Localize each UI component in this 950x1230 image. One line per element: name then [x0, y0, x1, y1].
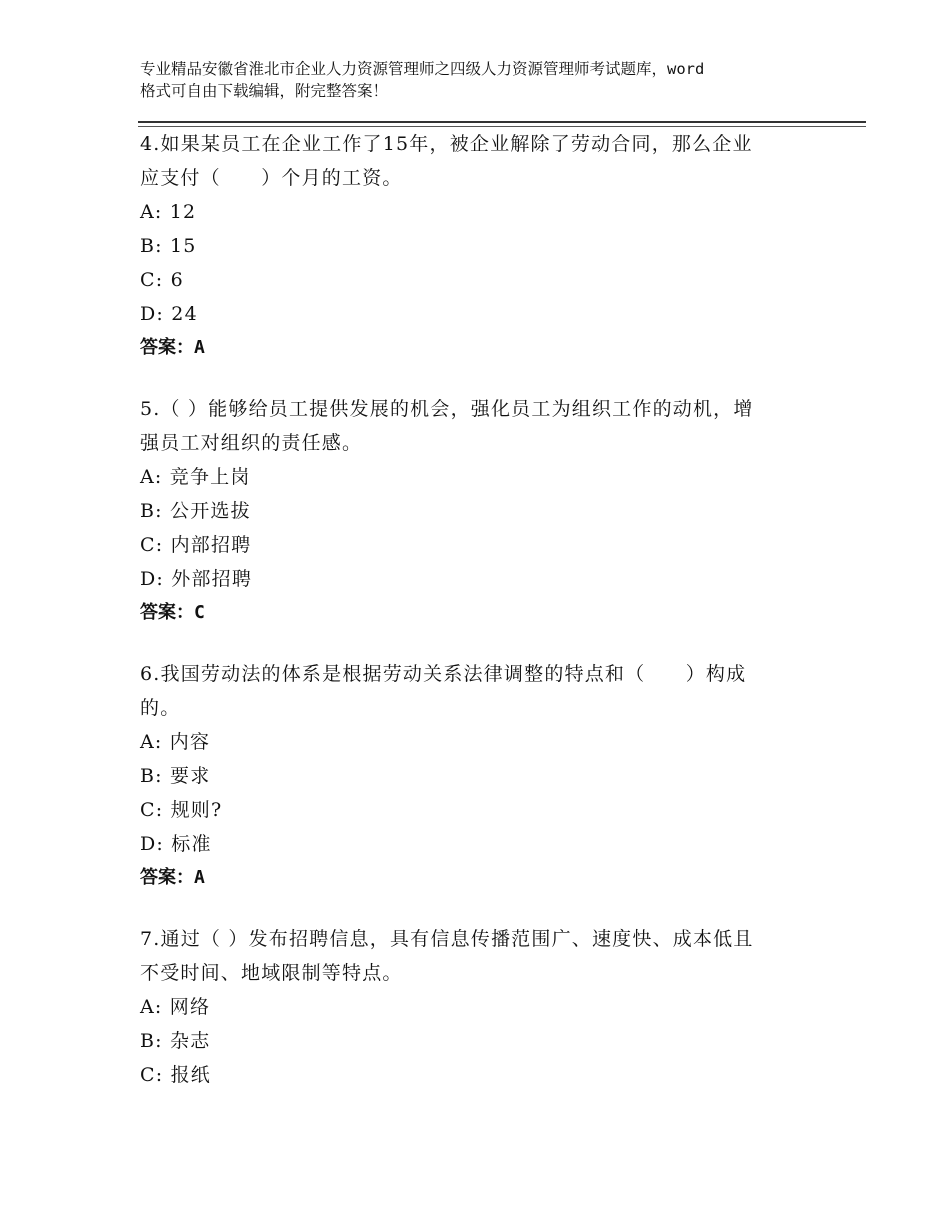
question-stem-line-2: 强员工对组织的责任感。: [140, 432, 363, 454]
header-title-line-2: 格式可自由下载编辑，附完整答案！: [140, 82, 389, 100]
question-stem-line-2: 的。: [140, 697, 181, 719]
question-5: [140, 392, 820, 630]
header-title-line-1: 专业精品安徽省淮北市企业人力资源管理师之四级人力资源管理师考试题库，word: [140, 60, 705, 78]
option-b: B: 要求: [140, 765, 211, 787]
answer-label: 答案：A: [140, 337, 205, 358]
question-stem-line-1: 6.我国劳动法的体系是根据劳动关系法律调整的特点和（ ）构成: [140, 663, 747, 685]
option-c: C: 报纸: [140, 1064, 211, 1086]
answer-label: 答案：A: [140, 867, 205, 888]
question-stem-line-1: 4.如果某员工在企业工作了15年，被企业解除了劳动合同，那么企业: [140, 133, 753, 155]
document-header: [140, 58, 830, 102]
question-4: [140, 127, 820, 365]
option-d: D: 24: [140, 303, 198, 325]
option-a: A: 竞争上岗: [140, 466, 251, 488]
option-b: B: 15: [140, 235, 197, 257]
question-stem-line-1: 5.（ ）能够给员工提供发展的机会，强化员工为组织工作的动机，增: [140, 398, 754, 420]
question-list: [140, 127, 820, 1119]
option-c: C: 6: [140, 269, 184, 291]
option-a: A: 内容: [140, 731, 211, 753]
option-d: D: 标准: [140, 833, 212, 855]
option-c: C: 规则?: [140, 799, 223, 821]
option-c: C: 内部招聘: [140, 534, 252, 556]
question-7: [140, 922, 820, 1092]
question-stem: [140, 657, 820, 725]
option-a: A: 12: [140, 201, 197, 223]
answer-label: 答案：C: [140, 602, 205, 623]
question-stem-line-2: 应支付（ ）个月的工资。: [140, 167, 403, 189]
question-6: [140, 657, 820, 895]
question-stem: [140, 922, 820, 990]
header-divider-thick: [138, 121, 866, 123]
option-b: B: 公开选拔: [140, 500, 251, 522]
question-stem: [140, 127, 820, 195]
option-a: A: 网络: [140, 996, 211, 1018]
question-stem-line-1: 7.通过（ ）发布招聘信息，具有信息传播范围广、速度快、成本低且: [140, 928, 754, 950]
question-stem: [140, 392, 820, 460]
question-stem-line-2: 不受时间、地域限制等特点。: [140, 962, 403, 984]
option-d: D: 外部招聘: [140, 568, 253, 590]
option-b: B: 杂志: [140, 1030, 211, 1052]
